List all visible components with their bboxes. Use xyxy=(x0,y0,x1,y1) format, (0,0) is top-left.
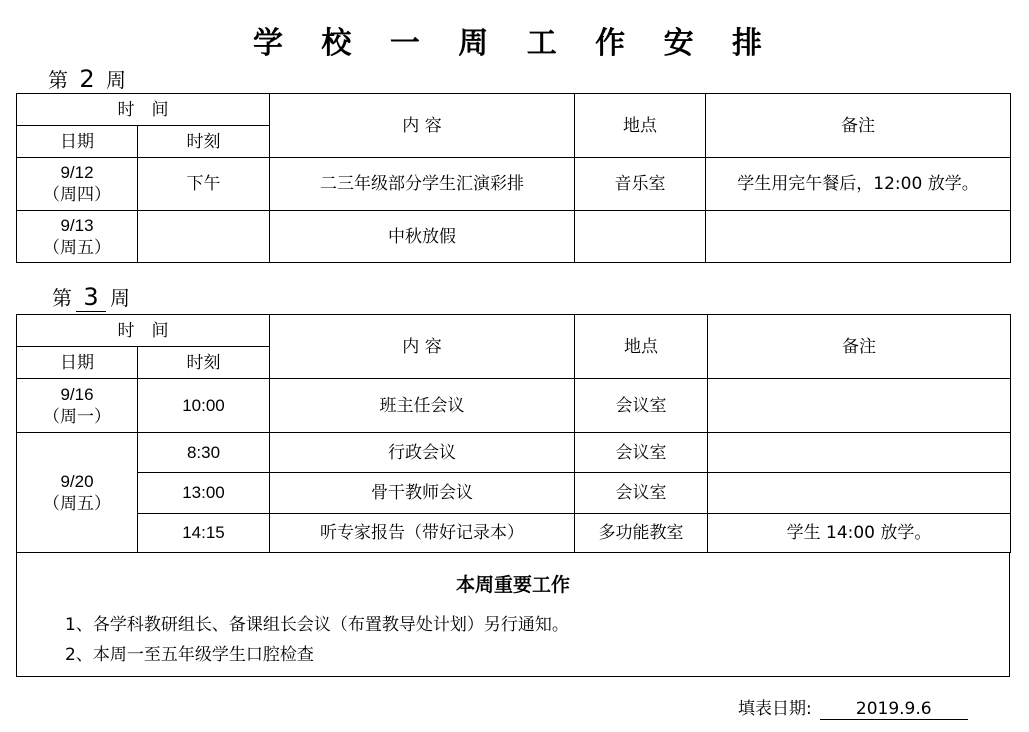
week-suffix: 周 xyxy=(110,286,130,310)
remark-cell xyxy=(708,473,1011,514)
header-place: 地点 xyxy=(575,94,706,158)
remark-cell: 学生 14:00 放学。 xyxy=(708,514,1011,553)
remark-cell xyxy=(708,379,1011,433)
header-remark: 备注 xyxy=(706,94,1011,158)
place-cell: 会议室 xyxy=(575,379,708,433)
time-cell: 14:15 xyxy=(138,514,270,553)
page-title: 学 校 一 周 工 作 安 排 xyxy=(252,26,777,61)
week-number: 3 xyxy=(76,283,106,312)
important-item: 2、本周一至五年级学生口腔检查 xyxy=(65,645,314,665)
remark-cell xyxy=(706,211,1011,263)
remark-cell xyxy=(708,433,1011,473)
content-cell: 班主任会议 xyxy=(270,379,575,433)
content-cell: 行政会议 xyxy=(270,433,575,473)
date-cell: 9/13 （周五） xyxy=(17,211,138,263)
time-cell: 13:00 xyxy=(138,473,270,514)
header-moment: 时刻 xyxy=(138,347,270,379)
content-cell: 骨干教师会议 xyxy=(270,473,575,514)
week-2-label xyxy=(48,64,126,94)
week-3-table xyxy=(16,314,1011,553)
table-row xyxy=(17,158,1011,211)
fill-date-label: 填表日期: xyxy=(738,699,812,719)
content-cell: 听专家报告（带好记录本） xyxy=(270,514,575,553)
table-row xyxy=(17,211,1011,263)
place-cell: 多功能教室 xyxy=(575,514,708,553)
header-time: 时 间 xyxy=(17,94,270,126)
content-cell: 中秋放假 xyxy=(270,211,575,263)
important-work-box xyxy=(16,552,1010,677)
remark-cell: 学生用完午餐后，12:00 放学。 xyxy=(706,158,1011,211)
header-remark: 备注 xyxy=(708,315,1011,379)
week-2-table xyxy=(16,93,1011,263)
header-place: 地点 xyxy=(575,315,708,379)
date-cell: 9/12 （周四） xyxy=(17,158,138,211)
header-moment: 时刻 xyxy=(138,126,270,158)
header-time: 时 间 xyxy=(17,315,270,347)
table-row xyxy=(17,433,1011,473)
date-cell: 9/20 （周五） xyxy=(17,433,138,553)
table-row xyxy=(17,379,1011,433)
week-prefix: 第 xyxy=(48,68,68,92)
place-cell xyxy=(575,211,706,263)
header-content: 内 容 xyxy=(270,94,575,158)
time-cell: 下午 xyxy=(138,158,270,211)
week-prefix: 第 xyxy=(52,286,72,310)
fill-date-value: 2019.9.6 xyxy=(820,699,968,720)
content-cell: 二三年级部分学生汇演彩排 xyxy=(270,158,575,211)
time-cell xyxy=(138,211,270,263)
header-content: 内 容 xyxy=(270,315,575,379)
table-row xyxy=(17,514,1011,553)
week-number: 2 xyxy=(72,65,102,94)
header-date: 日期 xyxy=(17,126,138,158)
fill-date xyxy=(738,694,968,720)
week-3-label xyxy=(52,282,130,312)
place-cell: 会议室 xyxy=(575,473,708,514)
time-cell: 8:30 xyxy=(138,433,270,473)
important-item: 1、各学科教研组长、备课组长会议（布置教导处计划）另行通知。 xyxy=(65,615,569,635)
place-cell: 音乐室 xyxy=(575,158,706,211)
table-row xyxy=(17,473,1011,514)
date-cell: 9/16 （周一） xyxy=(17,379,138,433)
header-date: 日期 xyxy=(17,347,138,379)
place-cell: 会议室 xyxy=(575,433,708,473)
important-work-title: 本周重要工作 xyxy=(455,574,570,596)
time-cell: 10:00 xyxy=(138,379,270,433)
week-suffix: 周 xyxy=(106,68,126,92)
